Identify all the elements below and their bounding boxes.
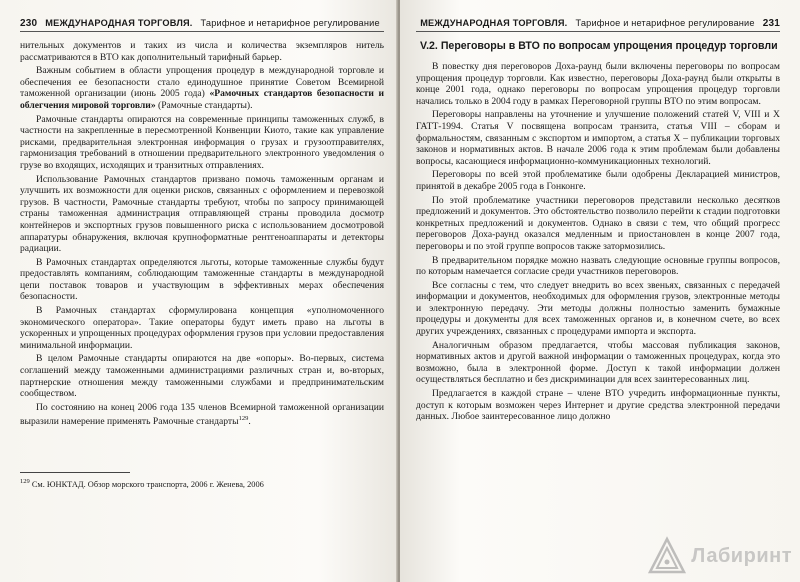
paragraph <box>416 340 780 386</box>
paragraph-text: Все согласны с тем, что следует внедрить во всех звеньях, связанных с передачей информации и документов, необходимых для оформления грузов, электронные методы и электронную передачу. Эти методы должны полностью заменить бумажные процедуры и документы для всех таможенных органов и, в конечном счете, во всех других учреждениях, связанных с процедурами импорта и экспорта. <box>416 279 780 338</box>
paragraph <box>20 353 384 399</box>
paragraph <box>20 114 384 172</box>
paragraph <box>20 305 384 351</box>
paragraph-text: В целом Рамочные стандарты опираются на две «опоры». Во-первых, система соглашений между таможенными администрациями различных стран и, во-вторых, партнерские отношения между таможенными службами и предпринимательским сообществом. <box>20 353 384 400</box>
paragraph-text: Переговоры направлены на уточнение и улучшение положений статей V, VIII и X ГАТТ-1994. Статья V посвящена вопросам транзита, статья VIII – сборам и формальностям, связанным с экспортом и импортом, а статья X – публикации торговых законов и нормативных актов. В начале 2006 года к этим проблемам были добавлены вопросы, касающиеся информационно-коммуникационных технологий. <box>416 109 780 167</box>
paragraph <box>20 174 384 255</box>
footnote-text: См. ЮНКТАД. Обзор морского транспорта, 2006 г. Женева, 2006 <box>29 479 264 489</box>
bold-title: «Рамочных стандартов безопасности и облегчения мировой торговли» <box>20 88 384 111</box>
labyrinth-logo-icon <box>647 536 687 576</box>
paragraph-text: По состоянию на конец 2006 года 135 членов Всемирной таможенной организации выразили намерение применять Рамочные стандарты <box>20 401 384 428</box>
running-title: МЕЖДУНАРОДНАЯ ТОРГОВЛЯ. <box>45 18 193 28</box>
paragraph-text: По этой проблематике участники переговоров представили несколько десятков предложений и документов. Это обстоятельство позволило перейти к стадии подготовки конкретных предложений и документов. Однако в связи с тем, что общий прогресс переговоров Доха-раунд оказался медленным и приостановлен в конце 2007 года, переговоры и по этой группе вопросов также затормозились. <box>416 194 780 252</box>
running-head-left <box>20 18 384 32</box>
paragraph-text: Использование Рамочных стандартов призвано помочь таможенным органам и улучшить их возможности для оценки рисков, связанных с оформлением и перевозкой грузов. В частности, Рамочные стандарты требуют, чтобы по запросу принимающей страны таможенная администрация отправляющей страны проводила досмотр контейнеров и экспортных грузов повышенного риска с использованием досмотровой аппаратуры обнаружения, включая крупноформатные рентгеноаппараты и детекторы радиации. <box>20 173 384 255</box>
page-number: 230 <box>20 18 38 29</box>
right-page <box>400 0 800 582</box>
footnote-marker: 129 <box>20 478 30 486</box>
paragraph-text: В предварительном порядке можно назвать следующие основные группы вопросов, по которым намечается согласие среди участников переговоров. <box>416 254 780 278</box>
paragraph <box>416 255 780 278</box>
watermark <box>647 536 792 576</box>
paragraph-text: В Рамочных стандартах определяются льготы, которые таможенные службы будут предоставлять компаниям, соблюдающим таможенные стандарты в международной цепи поставок товаров и участвующим в эффективных мерах обеспечения безопасности. <box>20 256 384 303</box>
running-subtitle: Тарифное и нетарифное регулирование <box>575 18 755 28</box>
paragraph-text: Рамочные стандарты опираются на современные принципы таможенных служб, в частности на закрепленные в пересмотренной Конвенции Киото, такие как управление рисками, предварительная электронная информация о грузах и грузоотправителях, гармонизация требований в отношении предварительного электронного уведомления о грузе во входящих, исходящих и транзитных отправлениях. <box>20 113 384 171</box>
paragraph-text: (Рамочные стандарты). <box>155 99 253 111</box>
paragraph-text: Предлагается в каждой стране – члене ВТО учредить информационные пункты, доступ к которым возможен через Интернет и другие средства электронной передачи данных. Любое заинтересованное лицо должно <box>416 388 780 423</box>
running-title: МЕЖДУНАРОДНАЯ ТОРГОВЛЯ. <box>420 18 568 28</box>
paragraph-text: Важным событием в области упрощения процедур в международной торговле и обеспечения ее безопасности стало единодушное принятие Советом Всемирной таможенной организации (июнь 2005 года) <box>20 65 384 100</box>
paragraph <box>416 388 780 423</box>
footnote-reference: 129 <box>238 415 249 423</box>
paragraph-text: Аналогичным образом предлагается, чтобы массовая публикация законов, нормативных актов и другой важной информации о таможенных процедурах, когда это возможно, была в электронной форме. Доступ к такой информации должен осуществляться бесплатно и без дискриминации для всех заинтересованных лиц. <box>416 339 780 386</box>
right-page-body <box>416 61 780 423</box>
paragraph-text: . <box>248 416 251 428</box>
paragraph <box>20 402 384 428</box>
paragraph-text: В Рамочных стандартах сформулирована концепция «уполномоченного экономического оператора». Такие операторы будут иметь право на льготы в ускоренных и упрощенных процедурах оформления грузов при условии предоставления минимальной информации. <box>20 305 384 351</box>
paragraph-text: Переговоры по всей этой проблематике были одобрены Декларацией министров, принятой в декабре 2005 года в Гонконге. <box>416 169 780 192</box>
paragraph-text: В повестку дня переговоров Доха-раунд были включены переговоры по вопросам упрощения процедур торговли. Как известно, переговоры Доха-раунд были открыты в конце 2001 года, однако переговоры по вопросам упрощения процедур торговли начались только в 2004 году в рамках Переговорной группы ВТО по этим вопросам. <box>416 61 780 107</box>
paragraph <box>20 65 384 111</box>
left-page <box>0 0 398 582</box>
paragraph <box>416 169 780 192</box>
paragraph <box>20 257 384 303</box>
footnote <box>20 477 384 490</box>
left-page-body <box>20 40 384 428</box>
footnote-rule <box>20 472 130 473</box>
paragraph-text: нительных документов и таких из числа и количества экземпляров нитель рассматриваются в ВТО как дополнительный тарифный барьер. <box>20 40 384 63</box>
paragraph <box>416 195 780 253</box>
running-head-right <box>416 18 780 32</box>
paragraph <box>416 280 780 338</box>
section-heading: V.2. Переговоры в ВТО по вопросам упрощения процедур торговли <box>420 40 778 52</box>
paragraph <box>416 61 780 107</box>
page-number: 231 <box>762 18 780 29</box>
running-subtitle: Тарифное и нетарифное регулирование <box>200 18 380 28</box>
paragraph <box>416 109 780 167</box>
paragraph <box>20 40 384 63</box>
watermark-text: Лабиринт <box>691 544 792 567</box>
